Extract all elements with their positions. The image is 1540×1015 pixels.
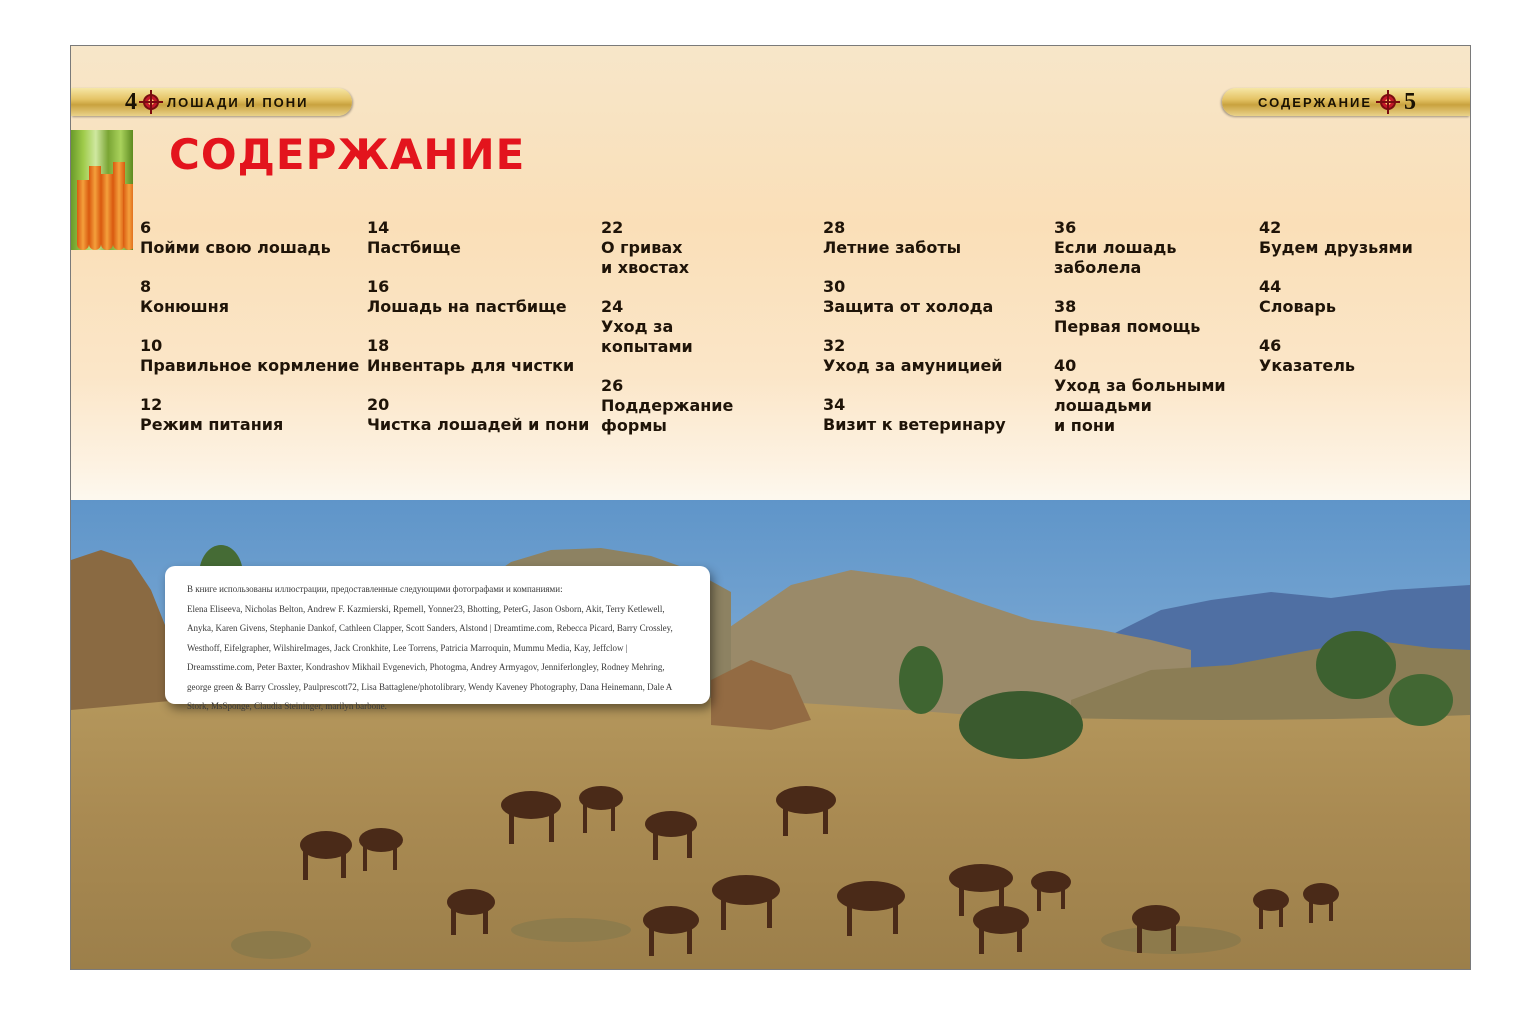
toc-entry[interactable]: 24 Уход за копытами xyxy=(601,297,693,356)
carrots-photo xyxy=(71,130,133,250)
left-running-title: ЛОШАДИ И ПОНИ xyxy=(167,94,309,110)
toc-entry[interactable]: 36 Если лошадь заболела xyxy=(1054,218,1177,277)
right-running-title: СОДЕРЖАНИЕ xyxy=(1258,94,1372,110)
toc-entry[interactable]: 28 Летние заботы xyxy=(823,218,962,257)
toc-column-3 xyxy=(601,218,733,455)
toc-column-5 xyxy=(1054,218,1226,455)
toc-entry[interactable]: 6 Пойми свою лошадь xyxy=(140,218,331,257)
credits-intro: В книге использованы иллюстрации, предоставленные следующими фотографами и компаниями: xyxy=(187,584,563,594)
toc-title: СОДЕРЖАНИЕ xyxy=(169,130,526,179)
toc-column-2 xyxy=(367,218,589,454)
toc-entry[interactable]: 20 Чистка лошадей и пони xyxy=(367,395,590,434)
toc-entry[interactable]: 34 Визит к ветеринару xyxy=(823,395,1006,434)
toc-entry[interactable]: 16 Лошадь на пастбище xyxy=(367,277,567,316)
compass-rose-icon xyxy=(1380,94,1396,110)
toc-entry[interactable]: 32 Уход за амуницией xyxy=(823,336,1003,375)
toc-entry[interactable]: 46 Указатель xyxy=(1259,336,1356,375)
toc-entry[interactable]: 40 Уход за больными лошадьми и пони xyxy=(1054,356,1226,435)
credits-names: Elena Eliseeva, Nicholas Belton, Andrew F. Kazmierski, Rpemell, Yonner23, Bhotting, PeterG, Jason Osborn, Akit, Terry Ketlewell, Anyka, Karen Givens, Stephanie Dankof, Cathleen Clapper, Scott Sanders, Alstond | Dreamtime.com, Rebecca Picard, Barry Crossley, Westhoff, Eifelgrapher, WilshireImages, Jack Cronkhite, Lee Torrens, Patricia Marroquin, Mummu Media, Kay, Jeffclow | Dreamsstime.com, Peter Baxter, Kondrashov Mikhail Evgenevich, Photogma, Andrey Armyagov, Jenniferlongley, Rodney Mehring, george green & Barry Crossley, Paulprescott72, Lisa Battaglene/photolibrary, Wendy Kaveney Photography, Dana Heinemann, Dale A Stork, MsSponge, Claudia Steininger, marilyn barbone. xyxy=(187,603,673,711)
toc-entry[interactable]: 18 Инвентарь для чистки xyxy=(367,336,575,375)
header-left-banner xyxy=(71,88,352,116)
toc-entry[interactable]: 44 Словарь xyxy=(1259,277,1336,316)
toc-column-1 xyxy=(140,218,359,454)
toc-entry[interactable]: 30 Защита от холода xyxy=(823,277,994,316)
toc-entry[interactable]: 8 Конюшня xyxy=(140,277,229,316)
left-page-number: 4 xyxy=(125,88,137,115)
toc-entry[interactable]: 42 Будем друзьями xyxy=(1259,218,1413,257)
toc-entry[interactable]: 22 О гривах и хвостах xyxy=(601,218,690,277)
toc-entry[interactable]: 10 Правильное кормление xyxy=(140,336,360,375)
right-page-number: 5 xyxy=(1404,88,1416,115)
toc-column-4 xyxy=(823,218,1006,454)
toc-column-6 xyxy=(1259,218,1413,395)
toc-entry[interactable]: 12 Режим питания xyxy=(140,395,284,434)
toc-entry[interactable]: 38 Первая помощь xyxy=(1054,297,1201,336)
header-right-banner xyxy=(1222,88,1470,116)
photo-credits-box xyxy=(165,566,710,711)
compass-rose-icon xyxy=(143,94,159,110)
book-spread xyxy=(70,45,1471,970)
toc-entry[interactable]: 14 Пастбище xyxy=(367,218,461,257)
toc-entry[interactable]: 26 Поддержание формы xyxy=(601,376,734,435)
